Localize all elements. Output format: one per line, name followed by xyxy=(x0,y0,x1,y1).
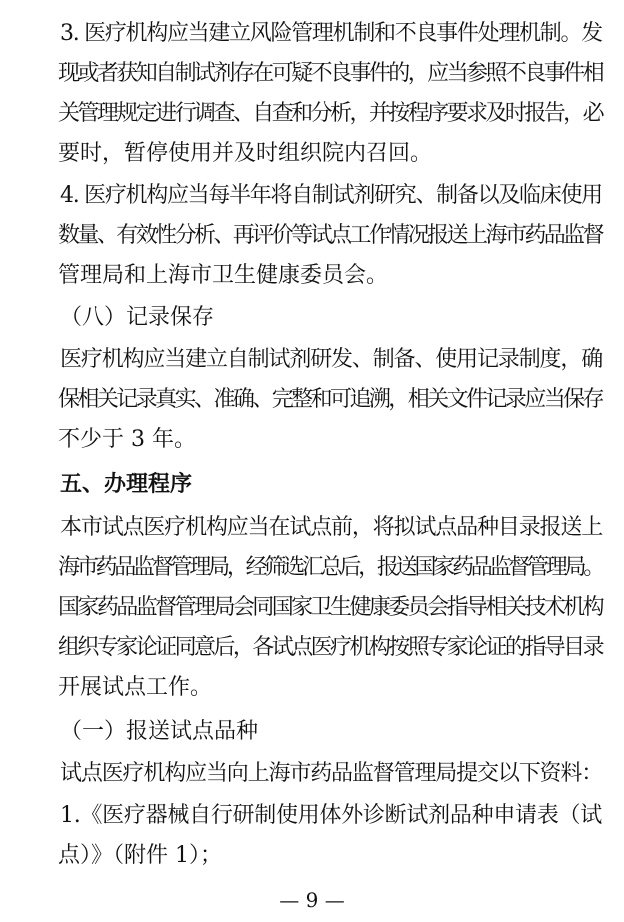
list-item-line: 1.《医疗器械自行研制使用体外诊断试剂品种申请表（试 xyxy=(60,803,602,828)
paragraph-line: 3. 医疗机构应当建立风险管理机制和不良事件处理机制。发 xyxy=(60,21,602,46)
paragraph-line: 开展试点工作。 xyxy=(58,675,213,700)
list-item-line: 点）》（附件 1）； xyxy=(58,843,222,868)
paragraph-line: 医疗机构应当建立自制试剂研发、制备、使用记录制度，确 xyxy=(60,347,603,372)
paragraph-line: 数量、有效性分析、再评价等试点工作情况报送上海市药品监督 xyxy=(58,223,603,248)
paragraph-line: 现或者获知自制试剂存在可疑不良事件的，应当参照不良事件相 xyxy=(58,61,603,86)
paragraph-line: 管理局和上海市卫生健康委员会。 xyxy=(58,263,389,288)
section-subheading: （一）报送试点品种 xyxy=(60,719,259,744)
paragraph-line: 关管理规定进行调查、自查和分析，并按程序要求及时报告，必 xyxy=(58,101,603,126)
paragraph-line: 4. 医疗机构应当每半年将自制试剂研究、制备以及临床使用 xyxy=(60,183,602,208)
paragraph-line: 不少于 3 年。 xyxy=(58,427,196,452)
paragraph-line: 国家药品监督管理局会同国家卫生健康委员会指导相关技术机构 xyxy=(58,595,603,620)
paragraph-line: 本市试点医疗机构应当在试点前，将拟试点品种目录报送上 xyxy=(60,515,603,540)
section-heading: 五、办理程序 xyxy=(60,471,193,497)
paragraph-line: 要时，暂停使用并及时组织院内召回。 xyxy=(58,141,433,166)
section-subheading: （八）记录保存 xyxy=(60,305,215,330)
paragraph-line: 组织专家论证同意后，各试点医疗机构按照专家论证的指导目录 xyxy=(58,635,603,660)
paragraph-line: 保相关记录真实、准确、完整和可追溯，相关文件记录应当保存 xyxy=(58,387,603,412)
page-number: — 9 — xyxy=(279,888,345,912)
paragraph-line: 试点医疗机构应当向上海市药品监督管理局提交以下资料： xyxy=(60,761,603,786)
paragraph-line: 海市药品监督管理局，经筛选汇总后，报送国家药品监督管理局。 xyxy=(58,555,603,580)
